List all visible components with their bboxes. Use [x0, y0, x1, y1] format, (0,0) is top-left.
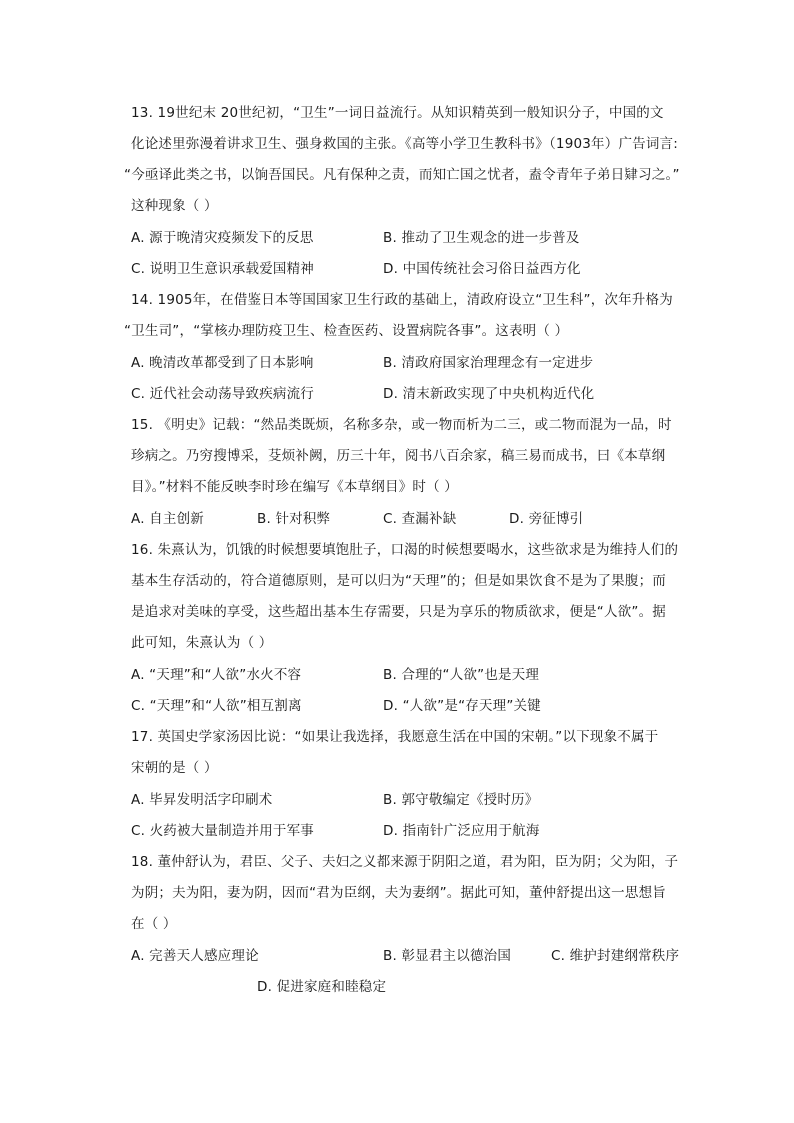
question-18-option-b: B. 彰显君主以德治国	[383, 948, 512, 964]
question-15-option-b: B. 针对积弊	[257, 511, 331, 527]
question-14-line-2: “卫生司”，“掌核办理防疫卫生、检查医药、设置病院各事”。这表明（ ）	[124, 323, 569, 339]
question-14-option-a: A. 晚清改革都受到了日本影响	[131, 355, 314, 371]
question-17-line-2: 宋朝的是（ ）	[131, 760, 218, 776]
question-18-option-c: C. 维护封建纲常秩序	[551, 948, 680, 964]
question-16-line-2: 基本生存活动的，符合道德原则，是可以归为“天理”的；但是如果饮食不是为了果腹；而	[131, 573, 666, 589]
question-18-line-3: 在（ ）	[131, 916, 177, 932]
question-16-option-d: D. “人欲”是“存天理”关键	[383, 698, 541, 714]
question-17-line-1: 17. 英国史学家汤因比说：“如果让我选择，我愿意生活在中国的宋朝。”以下现象不属于	[131, 729, 659, 745]
question-15-line-1: 15. 《明史》记载：“然品类既烦，名称多杂，或一物而析为二三，或二物而混为一品，时	[131, 417, 672, 433]
question-13-line-2: 化论述里弥漫着讲求卫生、强身救国的主张。《高等小学卫生教科书》（1903年）广告词言:	[131, 136, 679, 152]
question-17-option-a: A. 毕昇发明活字印刷术	[131, 792, 273, 808]
question-18-option-d: D. 促进家庭和睦稳定	[257, 979, 387, 995]
question-14-option-c: C. 近代社会动荡导致疾病流行	[131, 386, 315, 402]
question-14-option-d: D. 清末新政实现了中央机构近代化	[383, 386, 595, 402]
question-16-line-3: 是追求对美味的享受，这些超出基本生存需要，只是为享乐的物质欲求，便是“人欲”。据	[131, 604, 666, 620]
question-18-line-2: 为阴；夫为阳，妻为阴，因而“君为臣纲，夫为妻纲”。据此可知，董仲舒提出这一思想旨	[131, 885, 666, 901]
question-17-option-b: B. 郭守敬编定《授时历》	[383, 792, 539, 808]
question-16-line-1: 16. 朱熹认为，饥饿的时候想要填饱肚子，口渴的时候想要喝水，这些欲求是为维持人们的	[131, 542, 679, 558]
question-15-option-c: C. 查漏补缺	[383, 511, 457, 527]
question-13-line-3: “今亟译此类之书，以饷吾国民。凡有保种之责，而知亡国之忧者，盍令青年子弟日肄习之。”	[124, 167, 680, 183]
question-15-line-3: 目》。”材料不能反映李时珍在编写《本草纲目》时（ ）	[131, 479, 458, 495]
question-13-option-a: A. 源于晚清灾疫频发下的反思	[131, 230, 314, 246]
question-14-option-b: B. 清政府国家治理理念有一定进步	[383, 355, 594, 371]
question-16-option-c: C. “天理”和“人欲”相互割离	[131, 698, 302, 714]
question-13-option-d: D. 中国传统社会习俗日益西方化	[383, 261, 581, 277]
question-17-option-c: C. 火药被大量制造并用于军事	[131, 823, 315, 839]
question-14-line-1: 14. 1905年，在借鉴日本等国国家卫生行政的基础上，清政府设立“卫生科”，次年升格为	[131, 292, 673, 308]
question-17-option-d: D. 指南针广泛应用于航海	[383, 823, 540, 839]
question-18-line-1: 18. 董仲舒认为，君臣、父子、夫妇之义都来源于阴阳之道，君为阳，臣为阴；父为阳，子	[131, 854, 679, 870]
question-15-option-a: A. 自主创新	[131, 511, 204, 527]
question-15-line-2: 珍病之。乃穷搜博采，芟烦补阙，历三十年，阅书八百余家，稿三易而成书，曰《本草纲	[131, 448, 666, 464]
question-16-option-a: A. “天理”和“人欲”水火不容	[131, 667, 302, 683]
question-18-option-a: A. 完善天人感应理论	[131, 948, 259, 964]
question-16-line-4: 此可知，朱熹认为（ ）	[131, 635, 273, 651]
question-13-option-b: B. 推动了卫生观念的进一步普及	[383, 230, 580, 246]
question-13-option-c: C. 说明卫生意识承载爱国精神	[131, 261, 315, 277]
question-13-line-4: 这种现象（ ）	[131, 198, 218, 214]
question-13-line-1: 13. 19世纪末 20世纪初，“卫生”一词日益流行。从知识精英到一般知识分子，中国的文	[131, 105, 664, 121]
question-15-option-d: D. 旁征博引	[509, 511, 584, 527]
question-16-option-b: B. 合理的“人欲”也是天理	[383, 667, 540, 683]
